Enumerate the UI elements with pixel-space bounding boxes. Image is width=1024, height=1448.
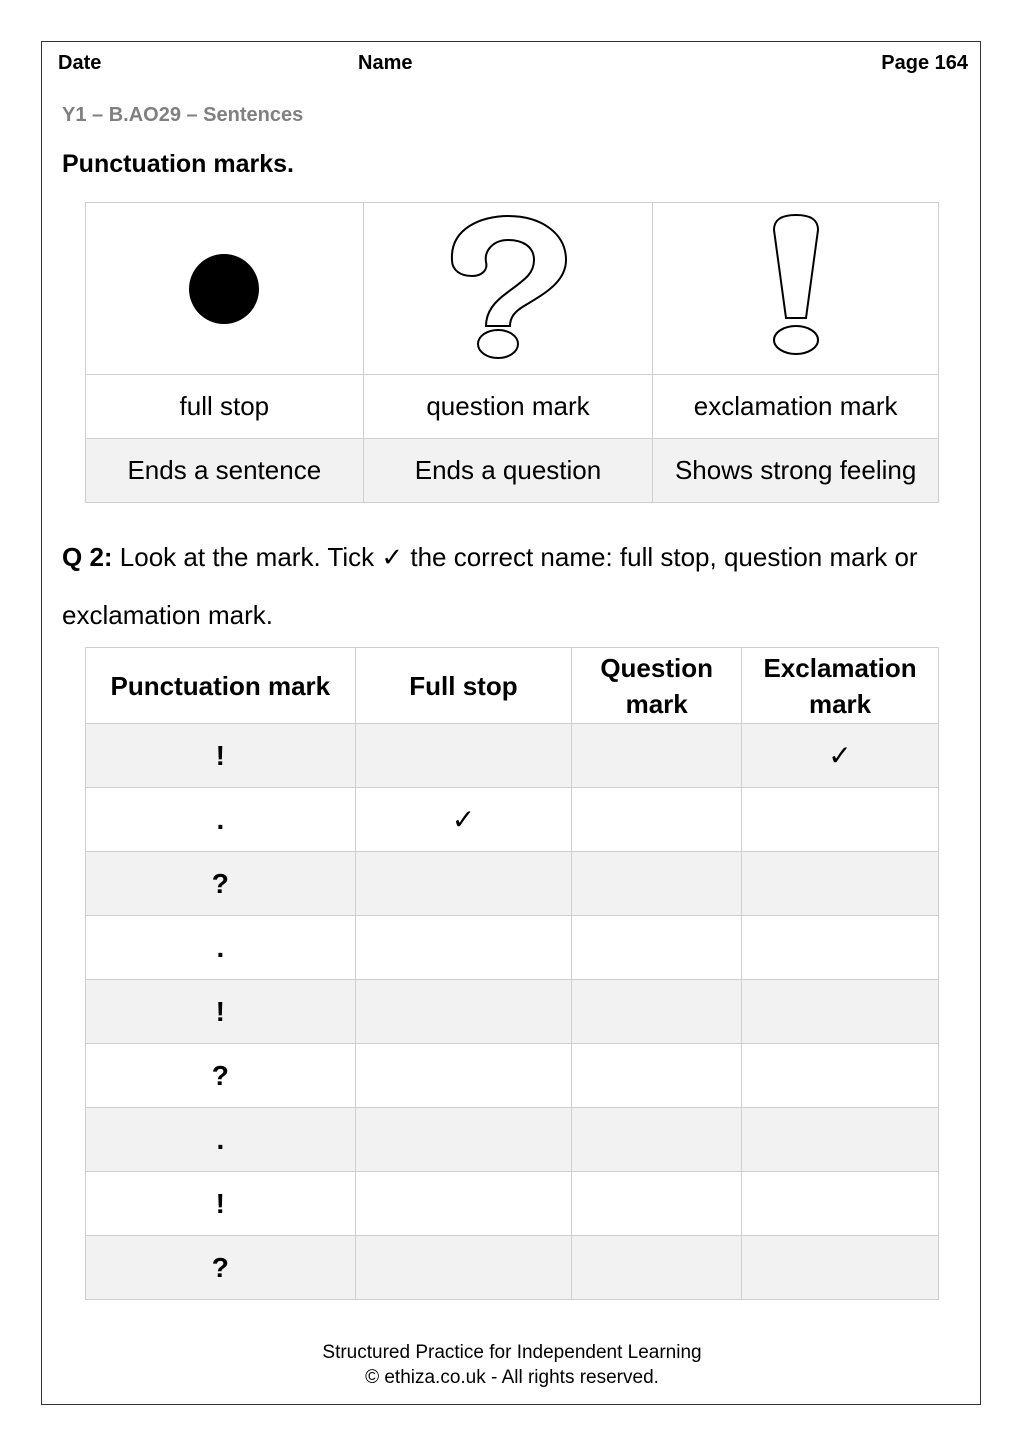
desc-question-mark: Ends a question: [363, 439, 653, 503]
question-mark-symbol-cell: [363, 203, 653, 375]
date-label: Date: [58, 52, 102, 74]
exclamation-mark-tick-cell[interactable]: [742, 1108, 939, 1172]
table-row: [86, 788, 939, 852]
question-mark-tick-cell[interactable]: [572, 1108, 742, 1172]
full-stop-tick-cell[interactable]: ✓: [355, 788, 572, 852]
full-stop-tick-cell[interactable]: [355, 980, 572, 1044]
exclamation-mark-tick-cell[interactable]: ✓: [742, 724, 939, 788]
mark-cell: .: [86, 788, 356, 852]
question-mark-tick-cell[interactable]: [572, 852, 742, 916]
exclamation-mark-symbol-cell: [653, 203, 939, 375]
question-mark-tick-cell[interactable]: [572, 1172, 742, 1236]
exclamation-mark-tick-cell[interactable]: [742, 1044, 939, 1108]
name-exclamation-mark: exclamation mark: [653, 375, 939, 439]
header-punctuation-mark: Punctuation mark: [86, 648, 356, 724]
full-stop-symbol-cell: [86, 203, 364, 375]
mark-cell: !: [86, 1172, 356, 1236]
question-mark-tick-cell[interactable]: [572, 724, 742, 788]
page-title: Punctuation marks.: [62, 150, 294, 178]
table-row: [86, 1172, 939, 1236]
exclamation-mark-tick-cell[interactable]: [742, 852, 939, 916]
mark-cell: ?: [86, 1236, 356, 1300]
mark-cell: ?: [86, 1044, 356, 1108]
question-mark-tick-cell[interactable]: [572, 980, 742, 1044]
table-row: [86, 916, 939, 980]
full-stop-tick-cell[interactable]: [355, 1108, 572, 1172]
table-row: [86, 1108, 939, 1172]
exclamation-mark-tick-cell[interactable]: [742, 788, 939, 852]
question-text: Look at the mark. Tick ✓ the correct name: full stop, question mark or exclamation mark.: [62, 542, 918, 630]
name-full-stop: full stop: [86, 375, 364, 439]
mark-cell: .: [86, 916, 356, 980]
question-mark-tick-cell[interactable]: [572, 916, 742, 980]
name-label: Name: [358, 52, 413, 74]
full-stop-icon: [184, 249, 264, 329]
question-instruction: [62, 528, 962, 644]
full-stop-tick-cell[interactable]: [355, 852, 572, 916]
exclamation-mark-tick-cell[interactable]: [742, 980, 939, 1044]
reference-table: [85, 202, 939, 503]
full-stop-tick-cell[interactable]: [355, 1044, 572, 1108]
lesson-code: Y1 – B.AO29 – Sentences: [62, 104, 304, 126]
full-stop-tick-cell[interactable]: [355, 724, 572, 788]
mark-cell: .: [86, 1108, 356, 1172]
exclamation-mark-tick-cell[interactable]: [742, 1236, 939, 1300]
mark-cell: !: [86, 724, 356, 788]
exclamation-mark-icon: [766, 214, 826, 364]
table-row: [86, 980, 939, 1044]
table-row: [86, 1236, 939, 1300]
mark-cell: ?: [86, 852, 356, 916]
question-mark-tick-cell[interactable]: [572, 1236, 742, 1300]
desc-full-stop: Ends a sentence: [86, 439, 364, 503]
footer-tagline: Structured Practice for Independent Learning: [322, 1342, 702, 1363]
header-exclamation-mark: Exclamation mark: [742, 648, 939, 724]
full-stop-tick-cell[interactable]: [355, 1172, 572, 1236]
footer-copyright: © ethiza.co.uk - All rights reserved.: [365, 1367, 659, 1388]
full-stop-tick-cell[interactable]: [355, 1236, 572, 1300]
header-question-mark: Question mark: [572, 648, 742, 724]
header-full-stop: Full stop: [355, 648, 572, 724]
mark-cell: !: [86, 980, 356, 1044]
answer-table: [85, 647, 939, 1300]
table-row: [86, 852, 939, 916]
table-row: [86, 1044, 939, 1108]
exclamation-mark-tick-cell[interactable]: [742, 1172, 939, 1236]
question-mark-tick-cell[interactable]: [572, 788, 742, 852]
table-row: [86, 724, 939, 788]
name-question-mark: question mark: [363, 375, 653, 439]
desc-exclamation-mark: Shows strong feeling: [653, 439, 939, 503]
full-stop-tick-cell[interactable]: [355, 916, 572, 980]
question-mark-icon: [446, 214, 570, 364]
question-mark-tick-cell[interactable]: [572, 1044, 742, 1108]
question-label: Q 2:: [62, 542, 113, 572]
page-number: Page 164: [881, 52, 968, 74]
exclamation-mark-tick-cell[interactable]: [742, 916, 939, 980]
